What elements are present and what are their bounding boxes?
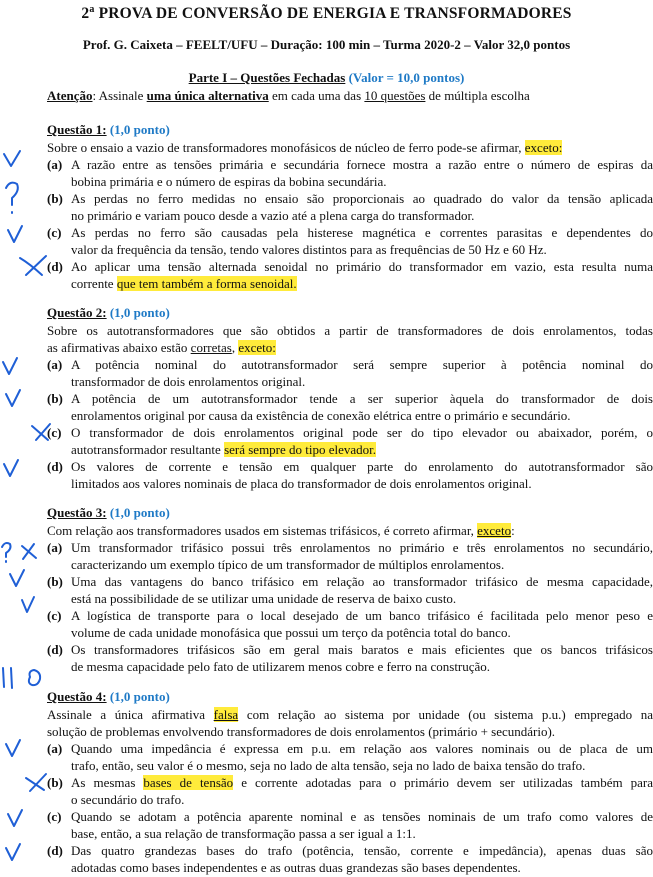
check-mark-icon bbox=[6, 844, 20, 860]
check-mark-icon bbox=[8, 226, 22, 242]
question-3-option-d[interactable]: (d) Os transformadores trifásicos são em geral mais baratos e mais eficientes que os bancos trifásicos de mesma capacidade pelo fato de utilizarem menos cobre e ferro na construção. bbox=[47, 642, 653, 674]
question-4-header: Questão 4: (1,0 ponto) bbox=[47, 689, 170, 704]
check-mark-icon bbox=[4, 460, 18, 476]
check-mark-icon bbox=[6, 740, 20, 756]
tally-marks-icon bbox=[3, 668, 12, 688]
part-title: Parte I – Questões Fechadas (Valor = 10,0 pontos) bbox=[188, 70, 465, 85]
question-4-option-d[interactable]: (d) Das quatro grandezas bases do trafo (potência, tensão, corrente e impedância), apenas duas são adotadas como bases independentes e as outras duas grandezas são bases dependentes. bbox=[47, 843, 653, 875]
question-3-option-b[interactable]: (b) Uma das vantagens do banco trifásico em relação ao transformador trifásico de mesma capacidade, está na possibilidade de se utilizar uma unidade de reserva de baixo custo. bbox=[47, 574, 653, 606]
question-1-stem: Sobre o ensaio a vazio de transformadores monofásicos de núcleo de ferro pode-se afirmar, exceto: bbox=[47, 140, 563, 155]
question-4-stem: Assinale a única afirmativa falsa com relação ao sistema por unidade (ou sistema p.u.) empregado na solução de problemas envolvendo transformadores de dois enrolamentos (primário + secundário). bbox=[47, 707, 653, 739]
question-2-header: Questão 2: (1,0 ponto) bbox=[47, 305, 170, 320]
question-2-option-b[interactable]: (b) A potência de um autotransformador tende a ser superior àquela do transformador de dois enrolamentos original por causa da existência de conexão elétrica entre o primário e secundário. bbox=[47, 391, 653, 423]
question-4-option-b[interactable]: (b) As mesmas bases de tensão e corrente adotadas para o primário devem ser utilizadas também para o secundário do trafo. bbox=[47, 775, 653, 807]
question-3-header: Questão 3: (1,0 ponto) bbox=[47, 505, 170, 520]
exam-title: 2$^a$ PROVA DE CONVERSÃO DE ENERGIA E TRANSFORMADORES bbox=[81, 4, 572, 23]
question-1-header: Questão 1: (1,0 ponto) bbox=[47, 122, 170, 137]
check-mark-icon bbox=[4, 151, 20, 166]
question-1-option-c[interactable]: (c) As perdas no ferro são causadas pela histerese magnética e correntes parasitas e dependentes do valor da frequência da tensão, tendo valores distintos para as frequências de 50 Hz e 60 Hz. bbox=[47, 225, 653, 257]
attention-line: Atenção: Assinale uma única alternativa em cada uma das 10 questões de múltipla escolha bbox=[47, 88, 530, 103]
question-3-option-a[interactable]: (a) Um transformador trifásico possui três enrolamentos no primário e três enrolamentos no secundário, caracterizando um exemplo típico de um transformador de múltiplos enrolamentos. bbox=[47, 540, 653, 572]
check-mark-icon bbox=[10, 570, 24, 586]
cross-mark-icon bbox=[22, 544, 36, 559]
check-mark-icon bbox=[8, 810, 22, 826]
question-1-option-b[interactable]: (b) As perdas no ferro medidas no ensaio são proporcionais ao quadrado do valor da tensão aplicada no primário e variam pouco desde a vazio até a plena carga do transformador. bbox=[47, 191, 653, 223]
check-mark-icon bbox=[3, 358, 17, 374]
question-3-option-c[interactable]: (c) A logística de transporte para o local desejado de um banco trifásico é facilitada pelo menor peso e volume de cada unidade monofásica que possui um terço da potência total do banco. bbox=[47, 608, 653, 640]
question-mark-icon bbox=[2, 543, 11, 562]
question-2-option-a[interactable]: (a) A potência nominal do autotransformador será sempre superior à potência nominal do transformador de dois enrolamentos original. bbox=[47, 357, 653, 389]
question-4-option-a[interactable]: (a) Quando uma impedância é expressa em p.u. em relação aos valores nominais ou de placa de um trafo, então, seu valor é o mesmo, seja no lado de alta tensão, seja no lado de baixa tensão do trafo. bbox=[47, 741, 653, 773]
check-mark-icon bbox=[6, 390, 20, 406]
question-1-option-a[interactable]: (a) A razão entre as tensões primária e secundária fornece mostra a razão entre o número de espiras da bobina primária e o número de espiras da bobina secundária. bbox=[47, 157, 653, 189]
question-2-option-d[interactable]: (d) Os valores de corrente e tensão em qualquer parte do enrolamento do autotransformador são limitados aos valores nominais de placa do transformador de dois enrolamentos original. bbox=[47, 459, 653, 491]
cross-mark-icon bbox=[20, 256, 46, 275]
question-4-option-c[interactable]: (c) Quando se adotam a potência aparente nominal e as tensões nominais de um trafo como valores de base, então, a sua relação de transformação passa a ser igual a 1:1. bbox=[47, 809, 653, 841]
question-2-stem: Sobre os autotransformadores que são obtidos a partir de transformadores de dois enrolamentos, todas as afirmativas abaixo estão corretas, exceto: bbox=[47, 323, 653, 355]
question-mark-icon bbox=[6, 183, 18, 213]
circle-mark-icon bbox=[29, 670, 40, 685]
question-3-stem: Com relação aos transformadores usados em sistemas trifásicos, é correto afirmar, exceto: bbox=[47, 523, 515, 538]
question-2-option-c[interactable]: (c) O transformador de dois enrolamentos original pode ser do tipo elevador ou abaixador, porém, o autotransformador resultante será sempre do tipo elevador. bbox=[47, 425, 653, 457]
check-mark-icon bbox=[22, 597, 34, 612]
question-1-option-d[interactable]: (d) Ao aplicar uma tensão alternada senoidal no primário do transformador em vazio, esta resulta numa corrente que tem também a forma senoidal. bbox=[47, 259, 653, 291]
exam-subtitle: Prof. G. Caixeta – FEELT/UFU – Duração: 100 min – Turma 2020-2 – Valor 32,0 pontos bbox=[82, 37, 571, 52]
cross-mark-icon bbox=[26, 774, 46, 791]
